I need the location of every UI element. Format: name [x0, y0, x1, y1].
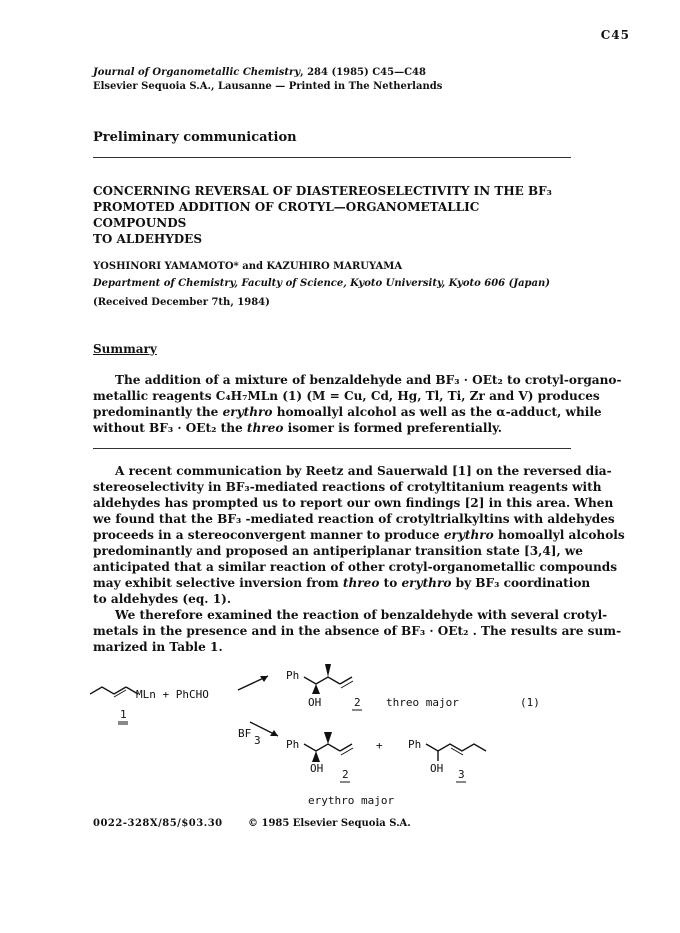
summary-line-3: predominantly the erythro homoallyl alcohol as well as the α-adduct, while: [93, 405, 602, 419]
summary-heading: Summary: [93, 342, 157, 356]
alpha-double-bond: [451, 748, 463, 755]
threo-skeleton: [304, 677, 340, 684]
page-number: C45: [600, 28, 630, 42]
body-line-10: We therefore examined the reaction of benzaldehyde with several crotyl-: [115, 608, 608, 622]
title-line-2: PROMOTED ADDITION OF CROTYL—ORGANOMETALLIC COMPOUNDS: [93, 200, 480, 230]
body-line-8: may exhibit selective inversion from threo to erythro by BF₃ coordination: [93, 576, 591, 590]
body-text: [93, 463, 625, 655]
equation-number: (1): [520, 696, 540, 709]
threo-oh-wedge: [312, 684, 320, 694]
journal-header: [93, 66, 442, 94]
erythro-oh-wedge: [312, 751, 320, 762]
plus-sign: +: [376, 739, 383, 752]
body-line-2: stereoselectivity in BF₃-mediated reactions of crotyltitanium reagents with: [93, 480, 602, 494]
bf3-subscript: 3: [254, 734, 261, 747]
erythro-oh: OH: [310, 762, 324, 775]
alpha-oh: OH: [430, 762, 444, 775]
erythro-methyl-wedge: [324, 732, 332, 744]
divider-top: [93, 157, 571, 158]
erythro-skeleton: [304, 744, 340, 751]
reaction-scheme: [90, 660, 570, 810]
publisher-line: Elsevier Sequoia S.A., Lausanne — Printed in The Netherlands: [93, 81, 443, 92]
article-title: [93, 183, 573, 247]
body-line-9: to aldehydes (eq. 1).: [93, 592, 232, 606]
body-line-6: predominantly and proposed an antiperiplanar transition state [3,4], we: [93, 544, 583, 558]
threo-oh: OH: [308, 696, 322, 709]
journal-citation: , 284 (1985) C45—C48: [300, 67, 426, 78]
summary-text: [93, 372, 622, 436]
summary-line-2: metallic reagents C₄H₇MLn (1) (M = Cu, Cd, Hg, Tl, Ti, Zr and V) produces: [93, 389, 600, 403]
received-date: (Received December 7th, 1984): [93, 297, 270, 308]
reagent-number: 1: [120, 708, 127, 721]
body-line-4: we found that the BF₃ -mediated reaction of crotyltrialkyltins with aldehydes: [93, 512, 615, 526]
erythro-number: 2: [342, 768, 349, 781]
title-line-3: TO ALDEHYDES: [93, 232, 202, 246]
alpha-skeleton: [426, 744, 486, 751]
threo-methyl-wedge: [325, 664, 331, 677]
threo-number: 2: [354, 696, 361, 709]
body-line-11: metals in the presence and in the absence of BF₃ · OEt₂ . The results are sum-: [93, 624, 622, 638]
summary-line-1: The addition of a mixture of benzaldehyde and BF₃ · OEt₂ to crotyl-organo-: [115, 373, 622, 387]
authors: YOSHINORI YAMAMOTO* and KAZUHIRO MARUYAMA: [93, 261, 403, 272]
section-label: Preliminary communication: [93, 130, 297, 145]
erythro-label: erythro major: [308, 794, 395, 807]
title-line-1: CONCERNING REVERSAL OF DIASTEREOSELECTIVITY IN THE BF₃: [93, 184, 552, 198]
body-line-7: anticipated that a similar reaction of other crotyl-organometallic compounds: [93, 560, 618, 574]
summary-line-4: without BF₃ · OEt₂ the threo isomer is formed preferentially.: [93, 421, 502, 435]
threo-label: threo major: [386, 696, 459, 709]
affiliation: Department of Chemistry, Faculty of Science, Kyoto University, Kyoto 606 (Japan): [93, 278, 551, 289]
threo-ph: Ph: [286, 669, 300, 682]
bf3-label: BF: [238, 727, 252, 740]
erythro-ph: Ph: [286, 738, 300, 751]
body-line-1: A recent communication by Reetz and Sauerwald [1] on the reversed dia-: [115, 464, 612, 478]
alpha-number: 3: [458, 768, 465, 781]
journal-name: Journal of Organometallic Chemistry: [93, 67, 301, 78]
body-line-3: aldehydes has prompted us to report our own findings [2] in this area. When: [93, 496, 614, 510]
footer-code: 0022-328X/85/$03.30: [93, 818, 223, 829]
alpha-ph: Ph: [408, 738, 422, 751]
divider-summary: [93, 448, 571, 449]
body-line-12: marized in Table 1.: [93, 640, 223, 654]
reagent-label: MLn + PhCHO: [136, 688, 209, 701]
footer-copyright: © 1985 Elsevier Sequoia S.A.: [248, 818, 411, 829]
body-line-5: proceeds in a stereoconvergent manner to produce erythro homoallyl alcohols: [93, 528, 625, 542]
